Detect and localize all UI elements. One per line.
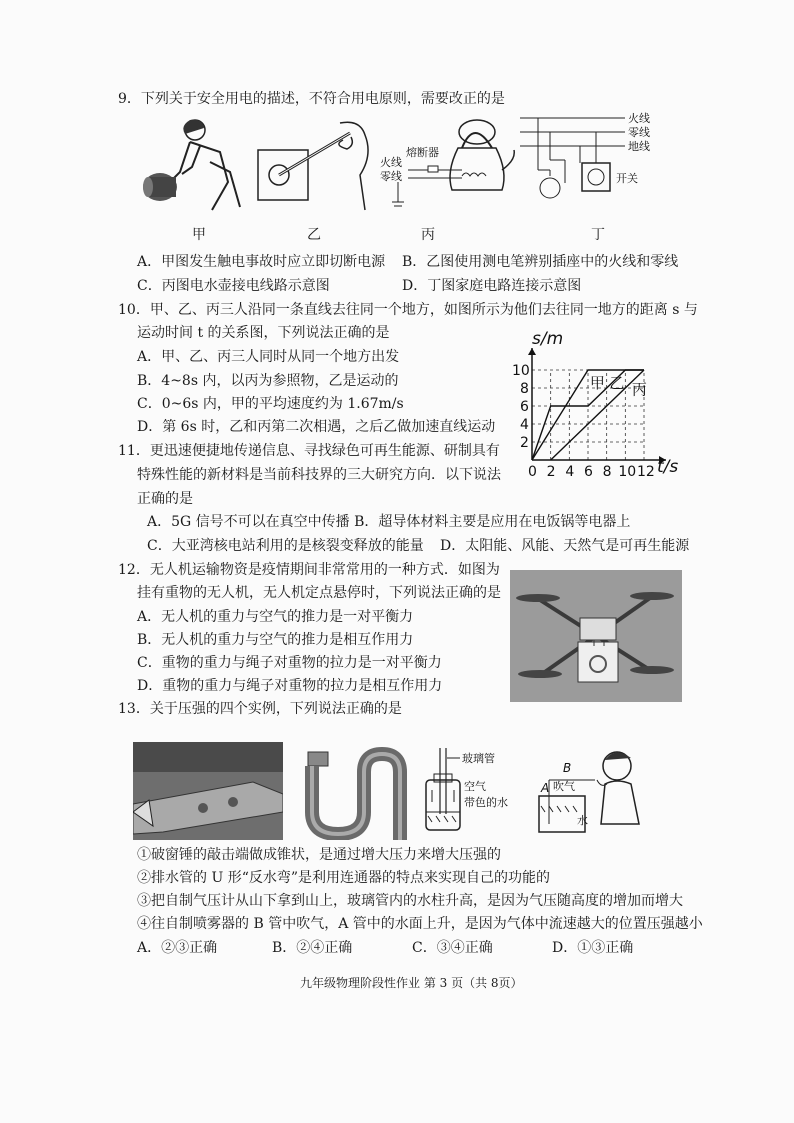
- q11-options-ab: A．5G 信号不可以在真空中传播 B．超导体材料主要是应用在电饭锅等电器上: [147, 514, 631, 530]
- q9-option-c: C．丙图电水壶接电线路示意图: [137, 278, 330, 294]
- q9-option-a: A．甲图发生触电事故时应立即切断电源: [137, 254, 386, 270]
- chart-grid: [532, 370, 644, 460]
- tube-a-label: A: [541, 781, 550, 795]
- x-tick-label-2: 2: [546, 464, 556, 480]
- page-footer: 九年级物理阶段性作业 第 3 页（共 8页）: [300, 976, 523, 990]
- chart-series: [532, 370, 647, 460]
- y-tick-label-6: 6: [520, 399, 529, 415]
- x-tick-label-6: 6: [584, 464, 593, 480]
- y-axis-arrow: [528, 348, 536, 355]
- y-tick-label-10: 10: [512, 363, 530, 379]
- neutral-wire-label: 零线: [628, 126, 650, 139]
- q10-option-c: C．0~6s 内，甲的平均速度约为 1.67m/s: [137, 396, 404, 412]
- q10-option-a: A．甲、乙、丙三人同时从同一个地方出发: [137, 349, 400, 365]
- safety-hammer-photo: [133, 742, 283, 840]
- q12-option-a: A．无人机的重力与空气的推力是一对平衡力: [137, 609, 414, 625]
- q11-stem-line3: 正确的是: [137, 491, 193, 507]
- q11-stem-line1: 11．更迅速便捷地传递信息、寻找绿色可再生能源、研制具有: [118, 443, 500, 459]
- x-tick-label-10: 10: [618, 464, 637, 480]
- ground-wire-label: 地线: [628, 140, 650, 153]
- q12-option-d: D．重物的重力与绳子对重物的拉力是相互作用力: [137, 678, 443, 694]
- q12-option-c: C．重物的重力与绳子对重物的拉力是一对平衡力: [137, 655, 442, 671]
- q9-fig-ding: [520, 108, 670, 213]
- neutral-wire-label-left: 零线: [380, 170, 402, 183]
- fig-label-bing: 丙: [421, 227, 435, 243]
- fig-label-jia: 甲: [192, 227, 206, 243]
- series-label-1: 乙: [609, 374, 625, 392]
- colored-water-label: 带色的水: [464, 796, 508, 809]
- q10-stem-line1: 10．甲、乙、丙三人沿同一条直线去往同一个地方，如图所示为他们去往同一地方的距离 s 与: [118, 302, 698, 318]
- q13-option-b: B．②④正确: [272, 940, 353, 956]
- q10-option-d: D．第 6s 时，乙和丙第二次相遇，之后乙做加速直线运动: [137, 419, 496, 435]
- x-tick-label-12: 12: [637, 464, 655, 480]
- q13-statement-3: ③把自制气压计从山下拿到山上，玻璃管内的水柱升高，是因为气压随高度的增加而增大: [137, 893, 683, 909]
- q11-option-d: D．太阳能、风能、天然气是可再生能源: [440, 538, 690, 554]
- q9-fig-bing: [378, 110, 518, 215]
- x-tick-label-8: 8: [602, 464, 612, 480]
- fig-label-yi: 乙: [307, 227, 321, 243]
- x-tick-label-4: 4: [565, 464, 575, 480]
- series-label-0: 甲: [589, 374, 605, 392]
- q13-option-a: A．②③正确: [137, 940, 218, 956]
- drone-photo: [510, 570, 682, 702]
- q13-statement-1: ①破窗锤的敲击端做成锥状，是通过增大压力来增大压强的: [137, 847, 501, 863]
- st-graph: [492, 322, 692, 482]
- glass-tube-label: 玻璃管: [462, 752, 495, 765]
- q13-option-d: D．①③正确: [552, 940, 634, 956]
- q13-statement-2: ②排水管的 U 形“反水弯”是利用连通器的特点来实现自己的功能的: [137, 870, 551, 886]
- fig-label-ding: 丁: [591, 227, 605, 243]
- water-label: 水: [577, 814, 588, 827]
- air-label: 空气: [464, 780, 486, 793]
- y-axis-label: s/m: [532, 329, 564, 349]
- q12-stem-line2: 挂有重物的无人机，无人机定点悬停时，下列说法正确的是: [137, 585, 501, 601]
- drain-pipe-figure: [298, 742, 418, 840]
- q13-stem: 13．关于压强的四个实例，下列说法正确的是: [118, 701, 402, 717]
- q10-stem-line2: 运动时间 t 的关系图，下列说法正确的是: [137, 325, 390, 341]
- y-tick-label-4: 4: [520, 417, 529, 433]
- q9-option-d: D．丁图家庭电路连接示意图: [402, 278, 582, 294]
- q13-option-c: C．③④正确: [412, 940, 493, 956]
- live-wire-label: 火线: [628, 112, 650, 125]
- y-tick-label-2: 2: [520, 435, 529, 451]
- q12-option-b: B．无人机的重力与空气的推力是相互作用力: [137, 632, 414, 648]
- drone-image: [510, 570, 682, 702]
- q9-fig-yi: [255, 115, 385, 215]
- q11-stem-line2: 特殊性能的新材料是当前科技界的三大研究方向．以下说法: [137, 467, 501, 483]
- homemade-barometer-figure: [420, 744, 540, 840]
- series-label-2: 丙: [631, 380, 647, 399]
- q9-fig-jia: [140, 112, 245, 212]
- blow-label: 吹气: [553, 780, 575, 793]
- homemade-sprayer-figure: [535, 744, 665, 840]
- x-tick-label-0: 0: [528, 464, 537, 480]
- y-tick-label-8: 8: [520, 381, 529, 397]
- fuse-label: 熔断器: [406, 146, 439, 159]
- q11-option-c: C．大亚湾核电站利用的是核裂变释放的能量: [147, 538, 424, 554]
- chart-axes: [528, 348, 666, 464]
- q9-option-b: B．乙图使用测电笔辨别插座中的火线和零线: [402, 254, 679, 270]
- switch-label: 开关: [616, 172, 638, 185]
- q9-stem: 9．下列关于安全用电的描述，不符合用电原则，需要改正的是: [118, 91, 505, 107]
- safety-hammer-image: [133, 742, 283, 840]
- tube-b-label: B: [563, 761, 572, 775]
- q12-stem-line1: 12．无人机运输物资是疫情期间非常常用的一种方式．如图为: [118, 562, 500, 578]
- q13-statement-4: ④往自制喷雾器的 B 管中吹气，A 管中的水面上升，是因为气体中流速越大的位置压强越小: [137, 916, 703, 932]
- x-axis-label: t/s: [657, 457, 679, 477]
- q10-option-b: B．4~8s 内，以丙为参照物，乙是运动的: [137, 373, 399, 389]
- live-wire-label-left: 火线: [380, 156, 402, 169]
